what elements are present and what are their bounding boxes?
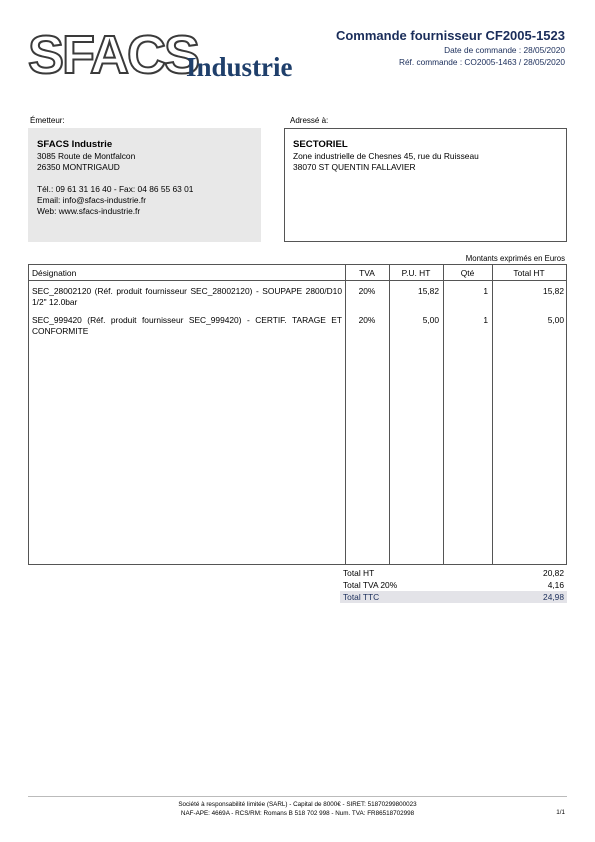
total-ttc-value: 24,98 (543, 592, 564, 602)
total-ht-label: Total HT (343, 568, 375, 578)
row-tva: 20% (358, 315, 376, 325)
currency-note: Montants exprimés en Euros (465, 254, 565, 263)
row-total: 15,82 (543, 286, 564, 296)
row-quantity: 1 (483, 286, 488, 296)
row-unit-price: 5,00 (422, 315, 439, 325)
recipient-box (284, 128, 567, 242)
header-designation: Désignation (32, 268, 77, 278)
row-unit-price: 15,82 (418, 286, 439, 296)
logo-sfacs-text: SFACS (28, 25, 199, 85)
recipient-address-line1: Zone industrielle de Chesnes 45, rue du Ruisseau (293, 151, 479, 161)
items-table (28, 264, 567, 565)
page-number: 1/1 (556, 809, 565, 816)
recipient-address-line2: 38070 ST QUENTIN FALLAVIER (293, 162, 416, 172)
total-tva-label: Total TVA 20% (343, 580, 398, 590)
emitter-email: Email: info@sfacs-industrie.fr (37, 195, 147, 205)
document-title: Commande fournisseur CF2005-1523 (335, 28, 565, 43)
footer-divider (28, 796, 567, 797)
row-total: 5,00 (547, 315, 564, 325)
logo-industrie-text: Industrie (186, 52, 293, 82)
header-tva: TVA (359, 268, 375, 278)
legal-footer (28, 800, 567, 818)
header-total: Total HT (513, 268, 545, 278)
emitter-box (28, 128, 261, 242)
emitter-address-line1: 3085 Route de Montfalcon (37, 151, 136, 161)
total-ht-row (340, 567, 567, 579)
emitter-phone: Tél.: 09 61 31 16 40 - Fax: 04 86 55 63 01 (37, 184, 194, 194)
footer-line2: NAF-APE: 4669A - RCS/RM: Romans B 518 702 998 - Num. TVA: FR86518702998 (180, 810, 415, 817)
order-reference: Réf. commande : CO2005-1463 / 28/05/2020 (398, 57, 565, 67)
order-date: Date de commande : 28/05/2020 (444, 45, 565, 55)
emitter-label: Émetteur: (30, 116, 65, 125)
row-tva: 20% (358, 286, 376, 296)
row-designation: SEC_999420 (Réf. produit fournisseur SEC_999420) - CERTIF. TARAGE ET CONFORMITE (32, 315, 342, 336)
total-ttc-label: Total TTC (343, 592, 380, 602)
total-tva-value: 4,16 (547, 580, 564, 590)
recipient-label: Adressé à: (290, 116, 329, 125)
total-ht-value: 20,82 (543, 568, 564, 578)
emitter-name: SFACS Industrie (37, 139, 113, 150)
footer-line1: Société à responsabilité limitée (SARL) - Capital de 8000€ - SIRET: 51870299800023 (178, 801, 417, 808)
emitter-web: Web: www.sfacs-industrie.fr (37, 206, 141, 216)
total-tva-row (340, 579, 567, 591)
emitter-address-line2: 26350 MONTRIGAUD (37, 162, 120, 172)
row-designation: SEC_28002120 (Réf. produit fournisseur SEC_28002120) - SOUPAPE 2800/D10 1/2" 12.0bar (32, 286, 342, 307)
header-unit-price: P.U. HT (401, 268, 431, 278)
row-quantity: 1 (483, 315, 488, 325)
recipient-name: SECTORIEL (293, 139, 348, 150)
totals-block (340, 567, 567, 603)
header-quantity: Qté (460, 268, 475, 278)
total-ttc-row (340, 591, 567, 603)
company-logo (28, 25, 318, 88)
